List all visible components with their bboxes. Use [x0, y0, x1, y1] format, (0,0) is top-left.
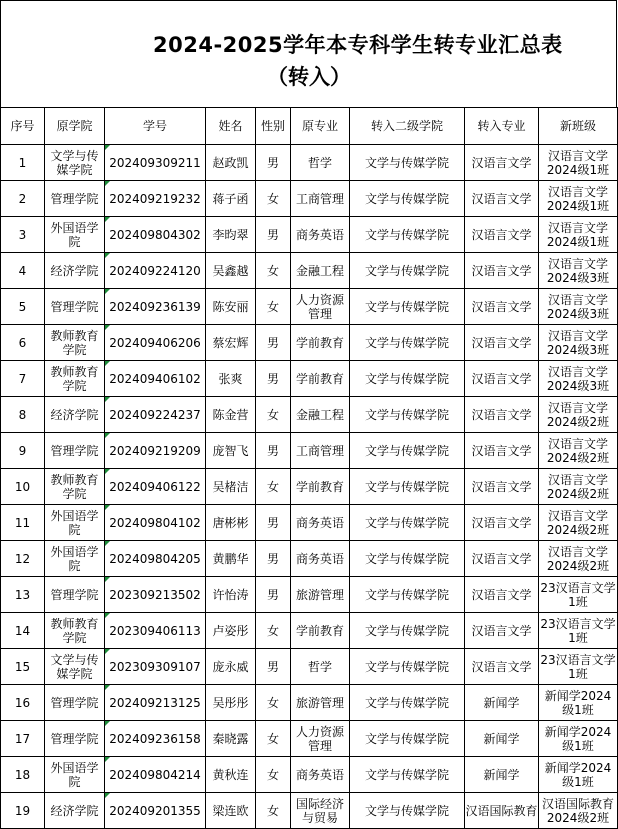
- cell-original-major: 金融工程: [291, 397, 350, 433]
- cell-index: 1: [1, 145, 45, 181]
- cell-original-college: 管理学院: [45, 289, 105, 325]
- cell-gender: 女: [256, 181, 291, 217]
- cell-student-id: 202409201355: [105, 793, 206, 829]
- cell-target-major: 汉语言文学: [465, 217, 539, 253]
- table-row: [1, 181, 618, 217]
- cell-original-college: 经济学院: [45, 253, 105, 289]
- cell-target-college: 文学与传媒学院: [350, 325, 465, 361]
- cell-student-id: 202309309107: [105, 649, 206, 685]
- cell-student-id: 202409804102: [105, 505, 206, 541]
- cell-target-major: 汉语言文学: [465, 541, 539, 577]
- cell-index: 2: [1, 181, 45, 217]
- cell-new-class: 新闻学2024级1班: [539, 685, 618, 721]
- cell-student-id: 202409309211: [105, 145, 206, 181]
- cell-gender: 女: [256, 469, 291, 505]
- cell-new-class: 汉语言文学2024级1班: [539, 217, 618, 253]
- header-cell: 原专业: [291, 108, 350, 145]
- cell-gender: 男: [256, 217, 291, 253]
- cell-original-major: 国际经济与贸易: [291, 793, 350, 829]
- cell-target-major: 汉语言文学: [465, 613, 539, 649]
- cell-target-college: 文学与传媒学院: [350, 757, 465, 793]
- cell-name: 许怡涛: [206, 577, 256, 613]
- cell-target-college: 文学与传媒学院: [350, 397, 465, 433]
- cell-original-college: 教师教育学院: [45, 613, 105, 649]
- cell-gender: 男: [256, 145, 291, 181]
- cell-new-class: 汉语言文学2024级2班: [539, 505, 618, 541]
- cell-target-major: 汉语国际教育: [465, 793, 539, 829]
- cell-index: 10: [1, 469, 45, 505]
- cell-original-college: 经济学院: [45, 397, 105, 433]
- cell-target-college: 文学与传媒学院: [350, 253, 465, 289]
- cell-original-major: 金融工程: [291, 253, 350, 289]
- cell-index: 8: [1, 397, 45, 433]
- cell-student-id: 202309213502: [105, 577, 206, 613]
- cell-target-major: 新闻学: [465, 757, 539, 793]
- cell-new-class: 新闻学2024级1班: [539, 757, 618, 793]
- cell-target-major: 汉语言文学: [465, 145, 539, 181]
- cell-name: 庞永威: [206, 649, 256, 685]
- cell-original-major: 商务英语: [291, 541, 350, 577]
- cell-gender: 男: [256, 577, 291, 613]
- cell-original-college: 管理学院: [45, 685, 105, 721]
- cell-name: 赵政凯: [206, 145, 256, 181]
- cell-original-major: 哲学: [291, 145, 350, 181]
- header-cell: 学号: [105, 108, 206, 145]
- table-body: [1, 145, 618, 829]
- cell-original-college: 文学与传媒学院: [45, 145, 105, 181]
- cell-gender: 女: [256, 685, 291, 721]
- cell-name: 唐彬彬: [206, 505, 256, 541]
- cell-original-college: 管理学院: [45, 577, 105, 613]
- cell-student-id: 202409406122: [105, 469, 206, 505]
- cell-original-major: 学前教育: [291, 361, 350, 397]
- cell-target-college: 文学与传媒学院: [350, 613, 465, 649]
- cell-target-major: 新闻学: [465, 685, 539, 721]
- cell-gender: 女: [256, 289, 291, 325]
- cell-original-college: 外国语学院: [45, 505, 105, 541]
- cell-index: 4: [1, 253, 45, 289]
- cell-target-major: 汉语言文学: [465, 397, 539, 433]
- cell-name: 庞智飞: [206, 433, 256, 469]
- cell-new-class: 汉语国际教育2024级2班: [539, 793, 618, 829]
- page-subtitle: （转入）: [267, 65, 351, 89]
- header-cell: 序号: [1, 108, 45, 145]
- cell-index: 17: [1, 721, 45, 757]
- table-row: [1, 253, 618, 289]
- cell-student-id: 202409219209: [105, 433, 206, 469]
- cell-original-major: 哲学: [291, 649, 350, 685]
- cell-original-major: 旅游管理: [291, 685, 350, 721]
- cell-gender: 女: [256, 613, 291, 649]
- cell-gender: 男: [256, 505, 291, 541]
- cell-student-id: 202309406113: [105, 613, 206, 649]
- cell-new-class: 23汉语言文学1班: [539, 577, 618, 613]
- page-title: 2024-2025学年本专科学生转专业汇总表: [153, 33, 563, 57]
- cell-original-major: 工商管理: [291, 433, 350, 469]
- cell-index: 11: [1, 505, 45, 541]
- cell-student-id: 202409219232: [105, 181, 206, 217]
- header-cell: 转入二级学院: [350, 108, 465, 145]
- cell-target-major: 汉语言文学: [465, 289, 539, 325]
- cell-gender: 女: [256, 721, 291, 757]
- table-row: [1, 757, 618, 793]
- cell-original-major: 工商管理: [291, 181, 350, 217]
- cell-new-class: 汉语言文学2024级1班: [539, 181, 618, 217]
- cell-name: 梁连欧: [206, 793, 256, 829]
- cell-student-id: 202409236139: [105, 289, 206, 325]
- table-row: [1, 217, 618, 253]
- header-cell: 姓名: [206, 108, 256, 145]
- table-row: [1, 361, 618, 397]
- cell-new-class: 汉语言文学2024级1班: [539, 145, 618, 181]
- cell-new-class: 新闻学2024级1班: [539, 721, 618, 757]
- cell-target-college: 文学与传媒学院: [350, 505, 465, 541]
- table-row: [1, 505, 618, 541]
- table-row: [1, 289, 618, 325]
- cell-new-class: 汉语言文学2024级3班: [539, 289, 618, 325]
- cell-index: 16: [1, 685, 45, 721]
- cell-original-major: 人力资源管理: [291, 721, 350, 757]
- cell-new-class: 汉语言文学2024级2班: [539, 433, 618, 469]
- cell-target-college: 文学与传媒学院: [350, 217, 465, 253]
- cell-new-class: 23汉语言文学1班: [539, 613, 618, 649]
- header-cell: 转入专业: [465, 108, 539, 145]
- cell-original-major: 学前教育: [291, 613, 350, 649]
- cell-target-college: 文学与传媒学院: [350, 433, 465, 469]
- cell-new-class: 汉语言文学2024级2班: [539, 541, 618, 577]
- cell-new-class: 汉语言文学2024级2班: [539, 469, 618, 505]
- cell-gender: 男: [256, 433, 291, 469]
- table-row: [1, 397, 618, 433]
- cell-original-college: 管理学院: [45, 433, 105, 469]
- cell-student-id: 202409236158: [105, 721, 206, 757]
- cell-name: 蔡宏辉: [206, 325, 256, 361]
- table-header-row: [1, 108, 618, 145]
- cell-original-college: 外国语学院: [45, 541, 105, 577]
- cell-original-college: 管理学院: [45, 181, 105, 217]
- cell-index: 12: [1, 541, 45, 577]
- cell-new-class: 汉语言文学2024级3班: [539, 361, 618, 397]
- cell-original-college: 教师教育学院: [45, 469, 105, 505]
- cell-target-major: 汉语言文学: [465, 469, 539, 505]
- cell-original-major: 商务英语: [291, 757, 350, 793]
- cell-target-college: 文学与传媒学院: [350, 793, 465, 829]
- cell-index: 5: [1, 289, 45, 325]
- header-cell: 原学院: [45, 108, 105, 145]
- cell-target-major: 汉语言文学: [465, 577, 539, 613]
- cell-target-major: 汉语言文学: [465, 433, 539, 469]
- cell-target-college: 文学与传媒学院: [350, 469, 465, 505]
- cell-original-major: 商务英语: [291, 505, 350, 541]
- cell-target-college: 文学与传媒学院: [350, 649, 465, 685]
- cell-index: 3: [1, 217, 45, 253]
- cell-index: 7: [1, 361, 45, 397]
- cell-target-college: 文学与传媒学院: [350, 361, 465, 397]
- table-row: [1, 577, 618, 613]
- table-row: [1, 613, 618, 649]
- cell-student-id: 202409406102: [105, 361, 206, 397]
- cell-target-major: 汉语言文学: [465, 361, 539, 397]
- cell-original-college: 外国语学院: [45, 217, 105, 253]
- cell-index: 19: [1, 793, 45, 829]
- cell-gender: 男: [256, 325, 291, 361]
- cell-name: 蒋子函: [206, 181, 256, 217]
- cell-student-id: 202409224120: [105, 253, 206, 289]
- cell-gender: 女: [256, 793, 291, 829]
- cell-target-college: 文学与传媒学院: [350, 721, 465, 757]
- cell-gender: 女: [256, 253, 291, 289]
- cell-name: 吴鑫越: [206, 253, 256, 289]
- cell-index: 15: [1, 649, 45, 685]
- cell-name: 黄鹏华: [206, 541, 256, 577]
- cell-original-major: 商务英语: [291, 217, 350, 253]
- cell-target-major: 汉语言文学: [465, 253, 539, 289]
- cell-name: 张爽: [206, 361, 256, 397]
- cell-target-college: 文学与传媒学院: [350, 577, 465, 613]
- cell-original-major: 学前教育: [291, 469, 350, 505]
- cell-index: 13: [1, 577, 45, 613]
- cell-target-college: 文学与传媒学院: [350, 289, 465, 325]
- cell-index: 6: [1, 325, 45, 361]
- table-row: [1, 721, 618, 757]
- cell-index: 18: [1, 757, 45, 793]
- cell-new-class: 汉语言文学2024级3班: [539, 253, 618, 289]
- cell-original-major: 旅游管理: [291, 577, 350, 613]
- cell-student-id: 202409213125: [105, 685, 206, 721]
- cell-target-major: 汉语言文学: [465, 325, 539, 361]
- cell-original-college: 经济学院: [45, 793, 105, 829]
- header-cell: 新班级: [539, 108, 618, 145]
- cell-new-class: 汉语言文学2024级2班: [539, 397, 618, 433]
- table-row: [1, 649, 618, 685]
- cell-new-class: 汉语言文学2024级3班: [539, 325, 618, 361]
- cell-name: 陈金营: [206, 397, 256, 433]
- cell-target-college: 文学与传媒学院: [350, 181, 465, 217]
- table-row: [1, 433, 618, 469]
- table-row: [1, 469, 618, 505]
- cell-original-college: 文学与传媒学院: [45, 649, 105, 685]
- table-row: [1, 685, 618, 721]
- cell-index: 9: [1, 433, 45, 469]
- title-block: [0, 0, 617, 107]
- cell-gender: 男: [256, 649, 291, 685]
- cell-gender: 女: [256, 397, 291, 433]
- table-row: [1, 325, 618, 361]
- table-row: [1, 541, 618, 577]
- cell-name: 卢姿彤: [206, 613, 256, 649]
- cell-target-major: 新闻学: [465, 721, 539, 757]
- cell-name: 吴彤彤: [206, 685, 256, 721]
- cell-name: 吴楮洁: [206, 469, 256, 505]
- cell-name: 李昀翠: [206, 217, 256, 253]
- cell-target-major: 汉语言文学: [465, 649, 539, 685]
- cell-student-id: 202409406206: [105, 325, 206, 361]
- cell-student-id: 202409804302: [105, 217, 206, 253]
- cell-target-college: 文学与传媒学院: [350, 685, 465, 721]
- transfer-table: [0, 107, 618, 829]
- cell-original-college: 管理学院: [45, 721, 105, 757]
- cell-original-major: 学前教育: [291, 325, 350, 361]
- cell-target-college: 文学与传媒学院: [350, 541, 465, 577]
- cell-original-college: 教师教育学院: [45, 325, 105, 361]
- cell-original-college: 教师教育学院: [45, 361, 105, 397]
- cell-student-id: 202409224237: [105, 397, 206, 433]
- cell-target-college: 文学与传媒学院: [350, 145, 465, 181]
- cell-original-major: 人力资源管理: [291, 289, 350, 325]
- cell-gender: 男: [256, 541, 291, 577]
- cell-name: 秦晓露: [206, 721, 256, 757]
- table-row: [1, 145, 618, 181]
- cell-index: 14: [1, 613, 45, 649]
- cell-student-id: 202409804205: [105, 541, 206, 577]
- cell-name: 陈安丽: [206, 289, 256, 325]
- cell-target-major: 汉语言文学: [465, 505, 539, 541]
- cell-student-id: 202409804214: [105, 757, 206, 793]
- cell-gender: 女: [256, 757, 291, 793]
- header-cell: 性别: [256, 108, 291, 145]
- table-row: [1, 793, 618, 829]
- cell-gender: 男: [256, 361, 291, 397]
- cell-new-class: 23汉语言文学1班: [539, 649, 618, 685]
- cell-name: 黄秋连: [206, 757, 256, 793]
- cell-target-major: 汉语言文学: [465, 181, 539, 217]
- cell-original-college: 外国语学院: [45, 757, 105, 793]
